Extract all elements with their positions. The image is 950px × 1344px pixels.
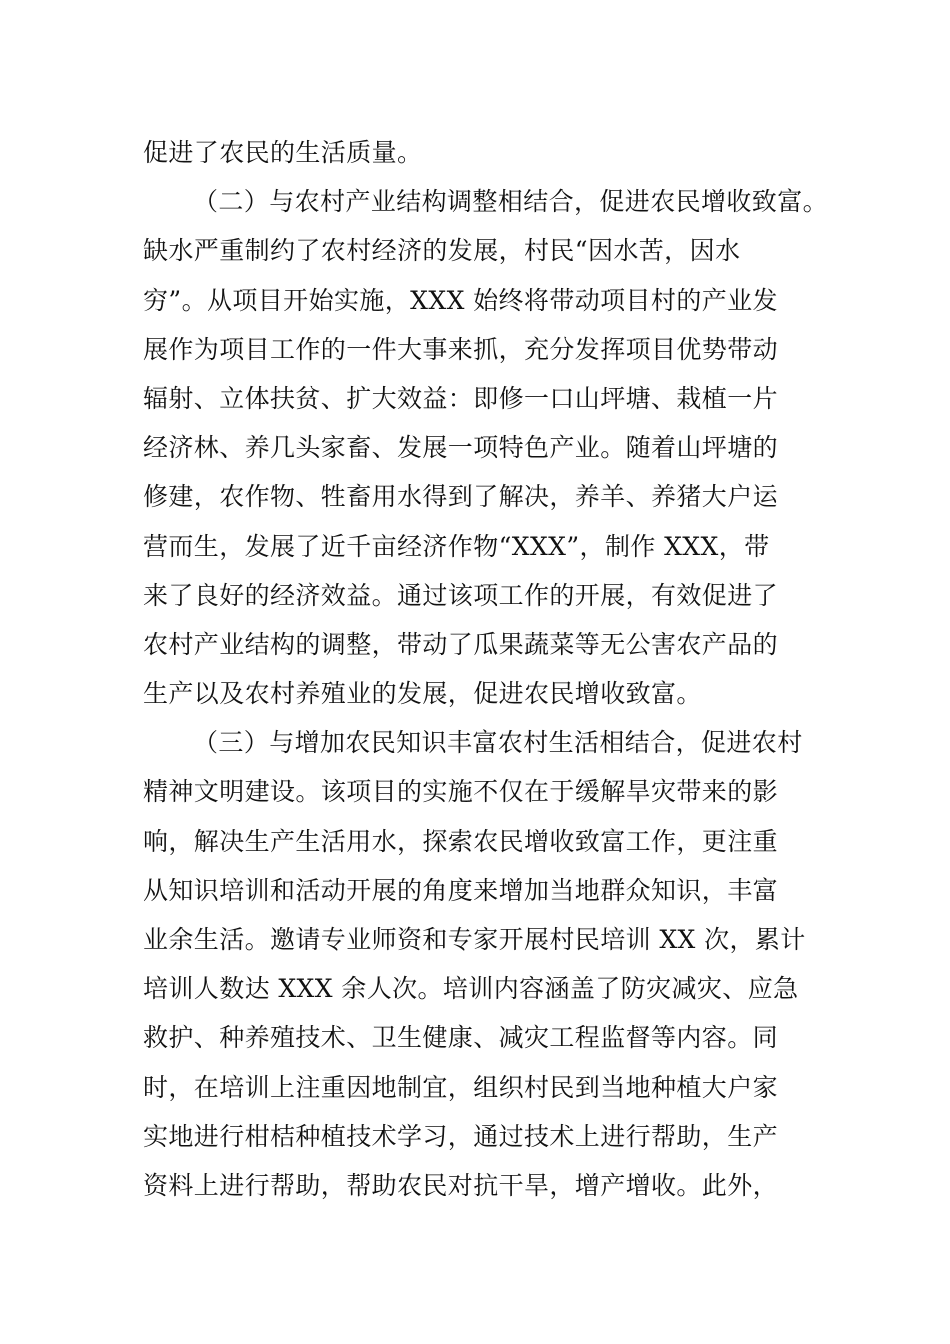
text-line: 展作为项目工作的一件大事来抓，充分发挥项目优势带动 (143, 334, 779, 364)
text-line: 资料上进行帮助，帮助农民对抗干旱，增产增收。此外， (143, 1170, 779, 1200)
text-line: 响，解决生产生活用水，探索农民增收致富工作，更注重 (143, 826, 779, 856)
text-line: 精神文明建设。该项目的实施不仅在于缓解旱灾带来的影 (143, 777, 779, 807)
text-line: 修建，农作物、牲畜用水得到了解决，养羊、养猪大户运 (143, 482, 779, 512)
text-line: 实地进行柑桔种植技术学习，通过技术上进行帮助，生产 (143, 1121, 779, 1151)
text-line: 救护、种养殖技术、卫生健康、减灾工程监督等内容。同 (143, 1023, 779, 1053)
text-line: 培训人数达 XXX 余人次。培训内容涵盖了防灾减灾、应急 (143, 974, 799, 1004)
text-line: 缺水严重制约了农村经济的发展，村民“因水苦，因水 (143, 236, 741, 266)
text-line: 业余生活。邀请专业师资和专家开展村民培训 XX 次，累计 (143, 925, 806, 954)
text-line: 促进了农民的生活质量。 (143, 138, 423, 167)
text-line: 时，在培训上注重因地制宜，组织村民到当地种植大户家 (143, 1072, 779, 1102)
body-text (143, 128, 829, 1210)
text-line: 经济林、养几头家畜、发展一项特色产业。随着山坪塘的 (143, 433, 779, 463)
text-line: 农村产业结构的调整，带动了瓜果蔬菜等无公害农产品的 (143, 629, 779, 659)
section-heading-three: （三）与增加农民知识丰富农村生活相结合，促进农村 (193, 728, 803, 758)
text-line: 辐射、立体扶贫、扩大效益：即修一口山坪塘、栽植一片 (143, 383, 779, 413)
section-heading-two: （二）与农村产业结构调整相结合，促进农民增收致富。 (193, 187, 829, 217)
text-line: 从知识培训和活动开展的角度来增加当地群众知识，丰富 (143, 875, 779, 905)
text-line: 生产以及农村养殖业的发展，促进农民增收致富。 (143, 679, 702, 709)
text-line: 来了良好的经济效益。通过该项工作的开展，有效促进了 (143, 580, 779, 610)
text-line: 营而生，发展了近千亩经济作物“XXX”，制作 XXX，带 (143, 531, 770, 561)
text-line: 穷”。从项目开始实施，XXX 始终将带动项目村的产业发 (143, 285, 778, 315)
